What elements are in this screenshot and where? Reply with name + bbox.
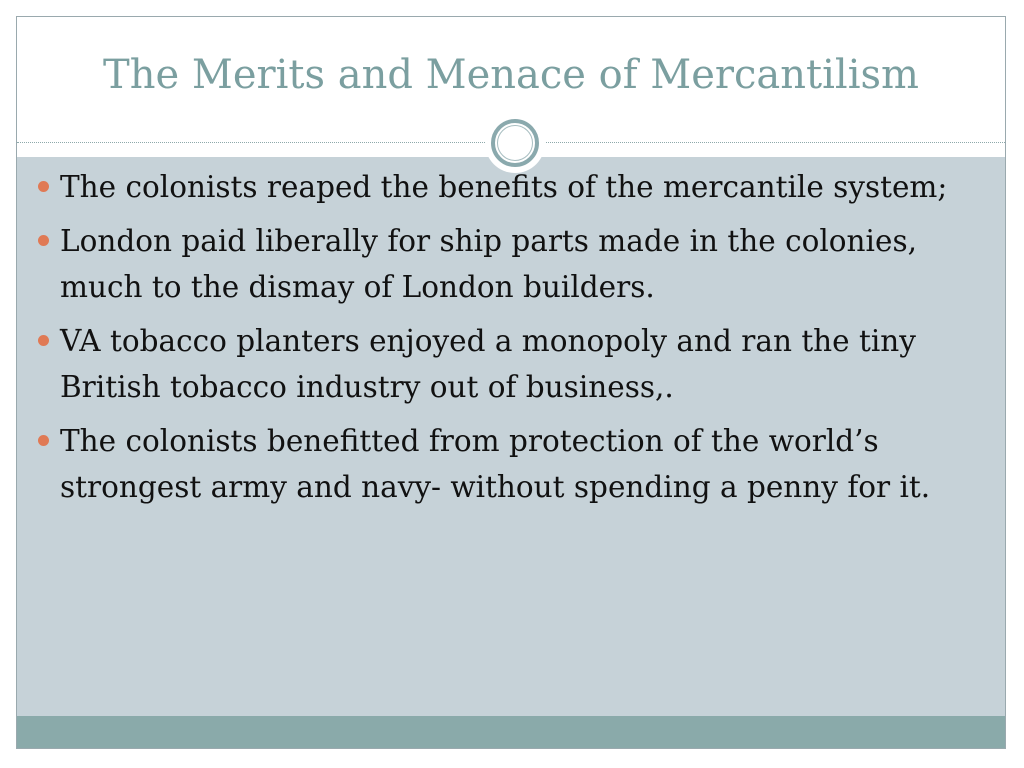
bullet-text: VA tobacco planters enjoyed a monopoly and ran the tiny British tobacco industry out of business,. [60, 324, 916, 404]
bullet-item [38, 218, 958, 310]
bullet-dot-icon [38, 335, 49, 346]
bullet-item [38, 418, 958, 510]
circle-ornament-inner [497, 125, 533, 161]
bullet-dot-icon [38, 181, 49, 192]
bullet-text: The colonists reaped the benefits of the mercantile system; [60, 170, 948, 204]
bullet-dot-icon [38, 235, 49, 246]
bullet-text: The colonists benefitted from protection of the world’s strongest army and navy- without spending a penny for it. [60, 424, 931, 504]
bullet-item [38, 164, 958, 210]
bullet-text: London paid liberally for ship parts made in the colonies, much to the dismay of London builders. [60, 224, 917, 304]
slide-title: The Merits and Menace of Mercantilism [103, 52, 919, 98]
bullet-dot-icon [38, 435, 49, 446]
bullet-list [38, 164, 958, 518]
footer-bar [17, 716, 1005, 749]
bullet-item [38, 318, 958, 410]
